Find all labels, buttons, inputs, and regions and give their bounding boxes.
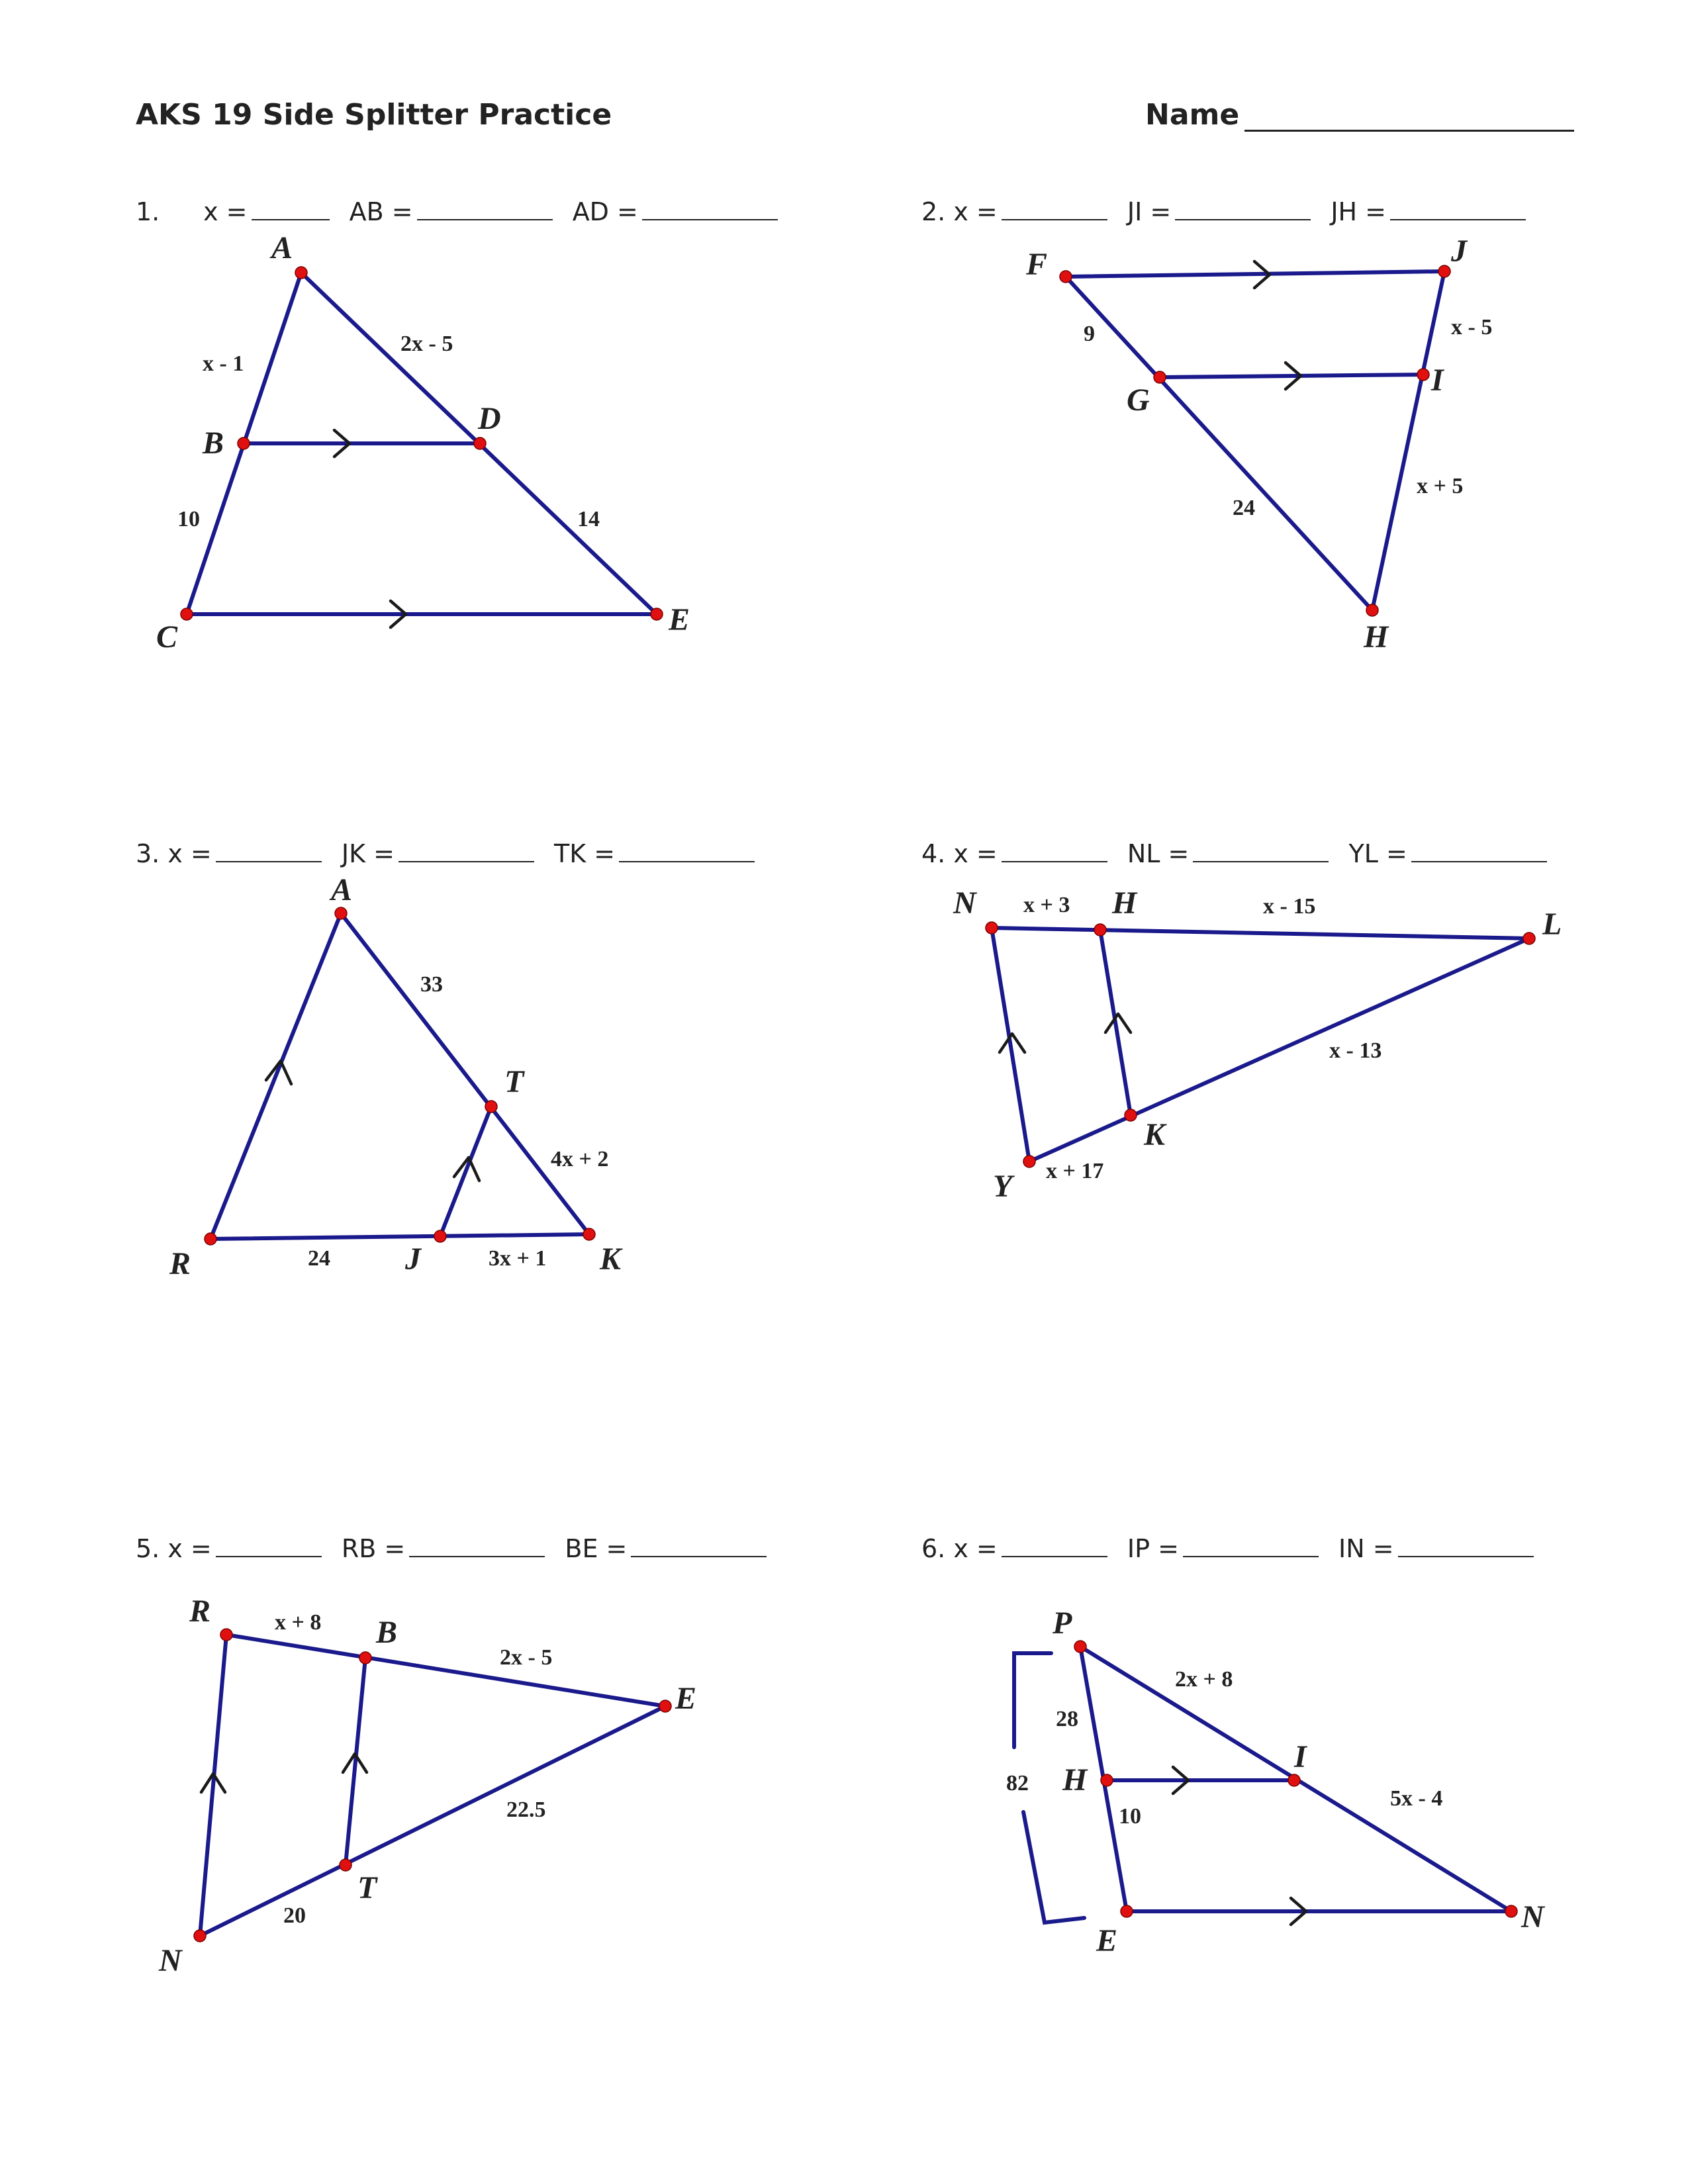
problem-number: 5. bbox=[136, 1534, 160, 1563]
segment-YK-label: x + 17 bbox=[1046, 1159, 1104, 1183]
point-D-label: D bbox=[478, 401, 501, 436]
point-K-label: K bbox=[1144, 1117, 1166, 1152]
question-tk: TK = bbox=[554, 839, 616, 868]
question-ad: AD = bbox=[572, 197, 638, 226]
question-ip: IP = bbox=[1127, 1534, 1179, 1563]
point-P-label: P bbox=[1053, 1606, 1072, 1641]
point-H-label: H bbox=[1062, 1762, 1088, 1797]
question-rb: RB = bbox=[341, 1534, 406, 1563]
question-x: x = bbox=[167, 1534, 212, 1563]
segment-NT-label: 20 bbox=[283, 1903, 306, 1928]
diagram-5 bbox=[158, 1594, 696, 1978]
point-J-label: J bbox=[1451, 234, 1467, 269]
point-H-label: H bbox=[1112, 886, 1137, 921]
point-E-label: E bbox=[675, 1681, 697, 1716]
segment-FG-label: 9 bbox=[1084, 322, 1095, 346]
point-G-label: G bbox=[1127, 383, 1150, 418]
problem-number: 4. bbox=[921, 839, 946, 868]
problem-number: 1. bbox=[136, 197, 160, 226]
question-jh: JH = bbox=[1331, 197, 1387, 226]
segment-DE-label: 14 bbox=[577, 507, 600, 531]
point-A-label: A bbox=[271, 230, 293, 265]
segment-BC-label: 10 bbox=[177, 507, 200, 531]
question-x: x = bbox=[953, 197, 998, 226]
segment-PI-label: 2x + 8 bbox=[1175, 1667, 1233, 1692]
question-x: x = bbox=[167, 839, 212, 868]
diagram-1 bbox=[156, 230, 690, 655]
worksheet-title: AKS 19 Side Splitter Practice bbox=[136, 98, 612, 132]
problem-number: 2. bbox=[921, 197, 946, 226]
segment-PE-label: 82 bbox=[1006, 1771, 1029, 1796]
segment-TK-label: 4x + 2 bbox=[551, 1147, 609, 1171]
point-C-label: C bbox=[156, 619, 178, 655]
question-jk: JK = bbox=[341, 839, 395, 868]
diagram-3 bbox=[169, 872, 623, 1281]
segment-HE-label: 10 bbox=[1119, 1804, 1141, 1829]
point-L-label: L bbox=[1542, 907, 1562, 942]
question-ji: JI = bbox=[1127, 197, 1172, 226]
question-nl: NL = bbox=[1127, 839, 1190, 868]
question-yl: YL = bbox=[1348, 839, 1407, 868]
point-N-label: N bbox=[159, 1943, 182, 1978]
question-x: x = bbox=[203, 197, 248, 226]
segment-JK-label: 3x + 1 bbox=[489, 1246, 547, 1271]
point-H-label: H bbox=[1364, 619, 1389, 655]
segment-NH-label: x + 3 bbox=[1023, 893, 1070, 917]
point-E-label: E bbox=[1096, 1923, 1118, 1958]
problem-number: 6. bbox=[921, 1534, 946, 1563]
question-ab: AB = bbox=[349, 197, 413, 226]
point-N-label: N bbox=[953, 886, 976, 921]
point-B-label: B bbox=[376, 1615, 398, 1650]
name-label: Name bbox=[1145, 98, 1240, 132]
segment-IH-label: x + 5 bbox=[1417, 474, 1464, 498]
segment-IN-label: 5x - 4 bbox=[1390, 1786, 1443, 1811]
segment-JI-label: x - 5 bbox=[1451, 315, 1493, 340]
point-T-label: T bbox=[504, 1064, 524, 1099]
question-x: x = bbox=[953, 1534, 998, 1563]
point-R-label: R bbox=[169, 1246, 191, 1281]
segment-GH-label: 24 bbox=[1233, 496, 1255, 520]
point-J-label: J bbox=[405, 1242, 421, 1277]
point-T-label: T bbox=[357, 1870, 377, 1905]
diagram-2 bbox=[1025, 234, 1492, 655]
question-in: IN = bbox=[1338, 1534, 1394, 1563]
question-be: BE = bbox=[565, 1534, 628, 1563]
point-F-label: F bbox=[1026, 247, 1048, 282]
point-B-label: B bbox=[203, 426, 224, 461]
point-I-label: I bbox=[1294, 1739, 1307, 1774]
point-N-label: N bbox=[1521, 1899, 1544, 1934]
segment-RB-label: x + 8 bbox=[275, 1610, 322, 1635]
diagram-4 bbox=[953, 886, 1562, 1204]
segment-RJ-label: 24 bbox=[308, 1246, 330, 1271]
segment-BE-label: 2x - 5 bbox=[500, 1645, 553, 1670]
diagram-6 bbox=[1006, 1606, 1546, 1958]
question-x: x = bbox=[953, 839, 998, 868]
point-A-label: A bbox=[331, 872, 353, 907]
point-R-label: R bbox=[189, 1594, 211, 1629]
point-I-label: I bbox=[1431, 363, 1444, 398]
segment-AT-label: 33 bbox=[420, 972, 443, 997]
problem-number: 3. bbox=[136, 839, 160, 868]
segment-KL-label: x - 13 bbox=[1329, 1038, 1382, 1063]
segment-AB-label: x - 1 bbox=[203, 351, 244, 376]
segment-AD-label: 2x - 5 bbox=[400, 332, 453, 356]
segment-TE-label: 22.5 bbox=[506, 1797, 546, 1822]
segment-PH-label: 28 bbox=[1056, 1707, 1078, 1731]
point-Y-label: Y bbox=[993, 1169, 1013, 1204]
point-K-label: K bbox=[600, 1242, 622, 1277]
point-E-label: E bbox=[669, 602, 690, 637]
segment-HL-label: x - 15 bbox=[1263, 894, 1316, 919]
